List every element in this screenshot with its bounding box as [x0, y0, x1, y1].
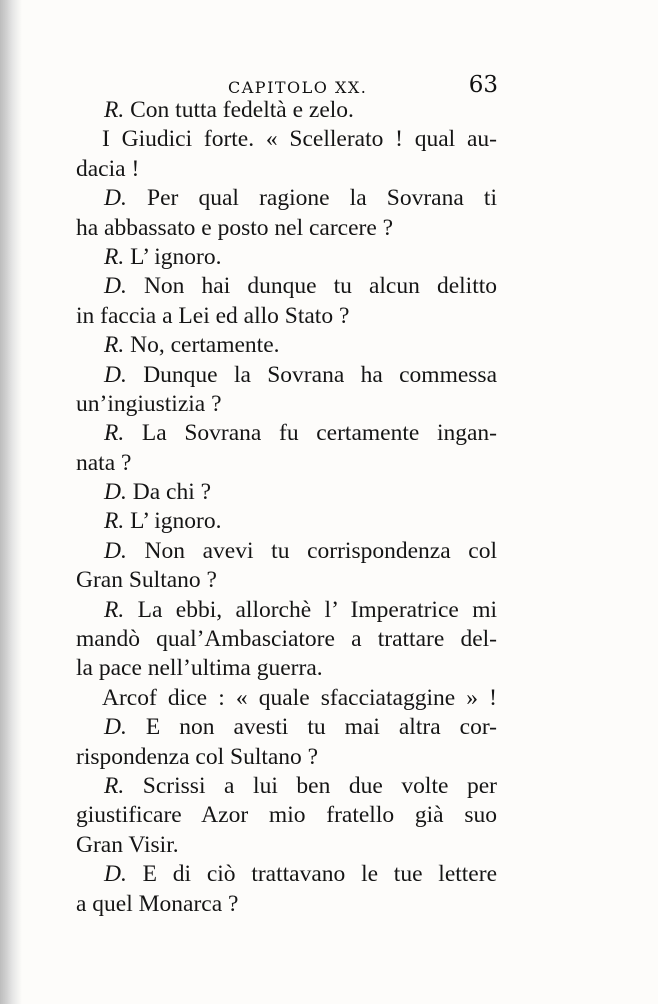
line-text: Dunque la Sovrana ha commessa	[126, 361, 497, 388]
line-text: Da chi ?	[126, 479, 212, 506]
line-text: E di ciò trattavano le tue lettere	[126, 861, 497, 888]
line-text: giustificare Azor mio fratello già suo	[76, 802, 497, 829]
speaker-label: R.	[104, 596, 125, 623]
text-line	[76, 214, 497, 243]
line-text: I Giudici forte. « Scellerato ! qual au-	[102, 126, 497, 153]
text-line	[76, 654, 497, 683]
line-text: un’ingiustizia ?	[76, 390, 222, 417]
text-line	[76, 625, 497, 654]
text-line	[76, 125, 497, 154]
page-gutter-shadow	[0, 0, 22, 1004]
text-line	[76, 860, 497, 889]
speaker-label: R.	[104, 97, 125, 123]
text-line	[76, 566, 497, 595]
line-text: dacia !	[76, 155, 140, 182]
line-text: Arcof dice : « quale sfacciataggine » !	[102, 684, 497, 711]
text-line	[76, 507, 497, 536]
page-number: 63	[468, 72, 498, 98]
text-line	[76, 478, 497, 507]
speaker-label: D.	[104, 714, 127, 741]
line-text: La ebbi, allorchè l’ Imperatrice mi	[124, 596, 497, 623]
text-line	[76, 684, 497, 713]
line-text: ha abbassato e posto nel carcere ?	[76, 214, 394, 241]
line-text: mandò qual’Ambasciatore a trattare del-	[76, 626, 497, 653]
line-text: Con tutta fedeltà e zelo.	[124, 97, 354, 123]
line-text: Scrissi a lui ben due volte per	[124, 772, 497, 799]
text-line	[76, 743, 497, 772]
text-line	[76, 772, 497, 801]
line-text: Gran Visir.	[76, 831, 179, 858]
text-line	[76, 449, 497, 478]
text-line	[76, 302, 497, 331]
speaker-label: R.	[104, 772, 125, 799]
line-text: Non hai dunque tu alcun delitto	[126, 273, 497, 300]
text-line	[76, 272, 497, 301]
text-line	[76, 890, 497, 919]
speaker-label: D.	[104, 537, 127, 564]
text-line	[76, 419, 497, 448]
text-line	[76, 537, 497, 566]
speaker-label: R.	[104, 243, 125, 270]
text-line	[76, 331, 497, 360]
speaker-label: D.	[104, 861, 127, 888]
speaker-label: R.	[104, 332, 125, 359]
speaker-label: D.	[104, 185, 127, 212]
line-text: la pace nell’ultima guerra.	[76, 655, 323, 682]
speaker-label: D.	[104, 273, 127, 300]
line-text: Per qual ragione la Sovrana ti	[126, 185, 497, 212]
text-line	[76, 831, 497, 860]
line-text: in faccia a Lei ed allo Stato ?	[76, 302, 350, 329]
speaker-label: D.	[104, 479, 127, 506]
text-line	[76, 390, 497, 419]
text-line	[76, 184, 497, 213]
line-text: L’ ignoro.	[124, 508, 222, 535]
text-line	[76, 361, 497, 390]
text-line	[76, 596, 497, 625]
line-text: No, certamente.	[124, 332, 280, 359]
line-text: nata ?	[76, 449, 132, 476]
text-line	[76, 155, 497, 184]
dialogue-text	[76, 96, 497, 919]
line-text: L’ ignoro.	[124, 243, 222, 270]
text-line	[76, 713, 497, 742]
chapter-title: CAPITOLO XX.	[228, 78, 368, 97]
speaker-label: R.	[104, 420, 125, 447]
text-line	[76, 96, 497, 125]
line-text: Gran Sultano ?	[76, 567, 217, 594]
line-text: a quel Monarca ?	[76, 890, 239, 917]
text-line	[76, 801, 497, 830]
line-text: Non avevi tu corrispondenza col	[126, 537, 497, 564]
speaker-label: D.	[104, 361, 127, 388]
line-text: E non avesti tu mai altra cor-	[126, 714, 497, 741]
line-text: La Sovrana fu certamente ingan-	[124, 420, 497, 447]
speaker-label: R.	[104, 508, 125, 535]
text-line	[76, 243, 497, 272]
line-text: rispondenza col Sultano ?	[76, 743, 319, 770]
